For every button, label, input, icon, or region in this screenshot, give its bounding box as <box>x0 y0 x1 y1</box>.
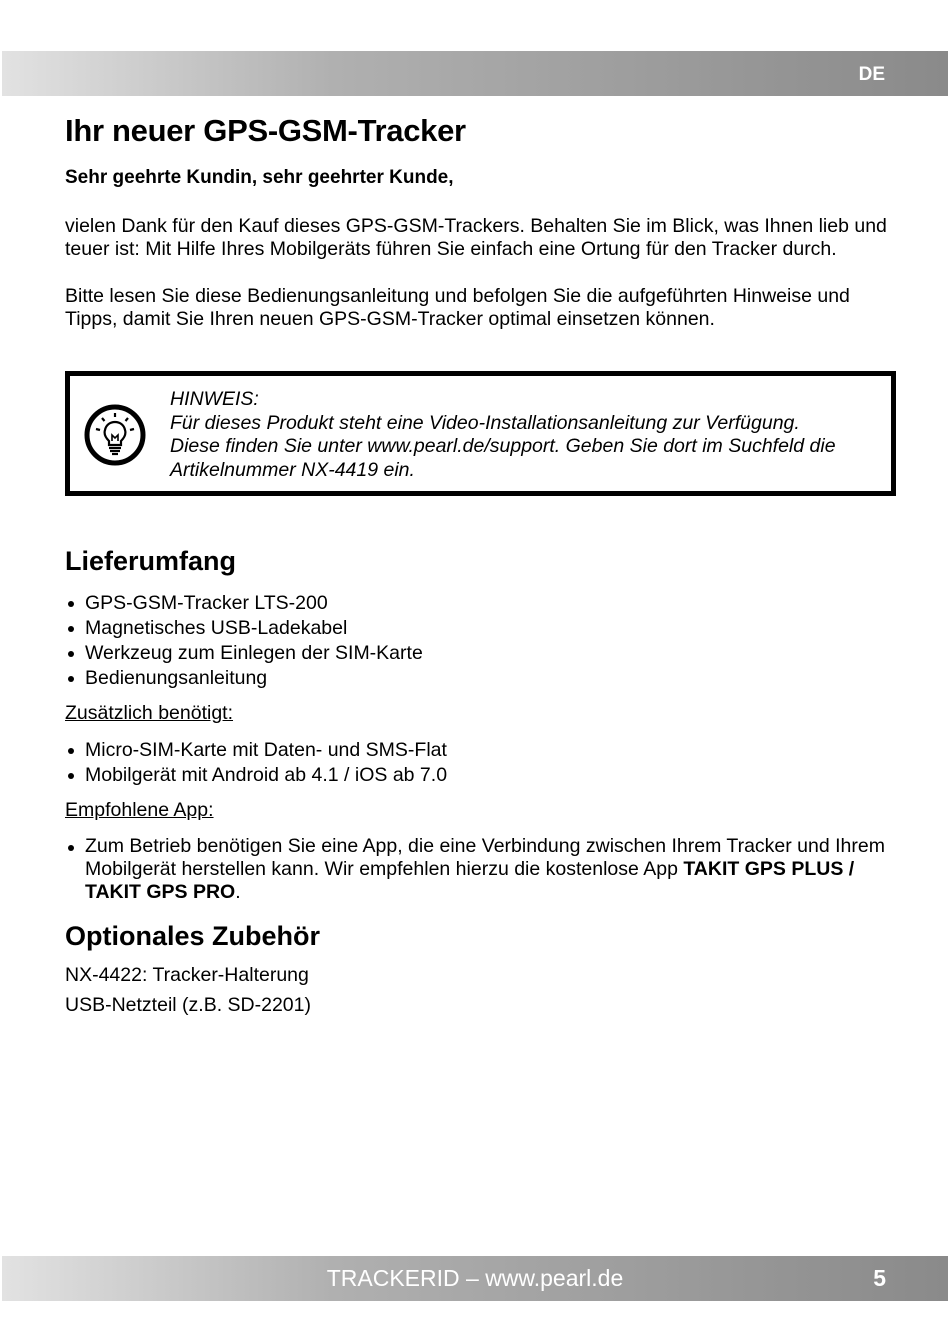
note-box <box>65 371 896 496</box>
list-item: Werkzeug zum Einlegen der SIM-Karte <box>65 641 890 666</box>
required-subheading: Zusätzlich benötigt: <box>65 702 234 724</box>
intro-paragraph-1: vielen Dank für den Kauf dieses GPS-GSM-Trackers. Behalten Sie im Blick, was Ihnen lieb und teuer ist: Mit Hilfe Ihres Mobilgeräts führen Sie einfach eine Ortung für den Tracker durch. <box>65 215 887 260</box>
list-item: Bedienungsanleitung <box>65 666 890 691</box>
note-text <box>170 388 881 482</box>
app-text: Zum Betrieb benötigen Sie eine App, die eine Verbindung zwischen Ihrem Tracker und Ihrem Mobilgerät herstellen kann. Wir empfehlen hierzu die kostenlose App <box>85 835 885 880</box>
section-heading-zubehoer: Optionales Zubehör <box>65 921 321 951</box>
contents-list <box>65 591 890 691</box>
accessory-item: NX-4422: Tracker-Halterung <box>65 964 309 986</box>
page-number: 5 <box>873 1265 886 1291</box>
app-name-plus: TAKIT GPS PLUS <box>683 858 844 880</box>
note-line: Für dieses Produkt steht eine Video-Installationsanleitung zur Verfügung. <box>170 411 800 434</box>
list-item: Magnetisches USB-Ladekabel <box>65 616 890 641</box>
language-label: DE <box>858 64 885 85</box>
note-line: Artikelnummer NX-4419 ein. <box>170 458 415 481</box>
note-line: Diese finden Sie unter www.pearl.de/support. Geben Sie dort im Suchfeld die <box>170 435 836 457</box>
app-name-pro: TAKIT GPS PRO <box>85 881 236 903</box>
intro-paragraph-2: Bitte lesen Sie diese Bedienungsanleitung und befolgen Sie die aufgeführten Hinweise und Tipps, damit Sie Ihren neuen GPS-GSM-Tracker optimal einsetzen können. <box>65 285 850 330</box>
app-list-item <box>65 835 890 904</box>
section-heading-lieferumfang: Lieferumfang <box>65 546 237 576</box>
footer-band <box>2 1256 948 1301</box>
app-subheading: Empfohlene App: <box>65 799 214 821</box>
app-separator: / <box>843 858 855 880</box>
app-list <box>65 835 890 904</box>
list-item: Micro-SIM-Karte mit Daten- und SMS-Flat <box>65 738 890 763</box>
list-item: Mobilgerät mit Android ab 4.1 / iOS ab 7.0 <box>65 763 890 788</box>
page-content <box>65 113 890 1020</box>
accessory-item: USB-Netzteil (z.B. SD-2201) <box>65 994 311 1016</box>
required-list <box>65 738 890 788</box>
app-end: . <box>235 881 241 903</box>
page-title: Ihr neuer GPS-GSM-Tracker <box>65 113 466 148</box>
list-item: GPS-GSM-Tracker LTS-200 <box>65 591 890 616</box>
note-heading: HINWEIS: <box>170 388 259 410</box>
header-band <box>2 51 948 96</box>
footer-text: TRACKERID – www.pearl.de <box>326 1265 624 1291</box>
lightbulb-icon <box>83 403 147 467</box>
salutation: Sehr geehrte Kundin, sehr geehrter Kunde, <box>65 167 454 188</box>
